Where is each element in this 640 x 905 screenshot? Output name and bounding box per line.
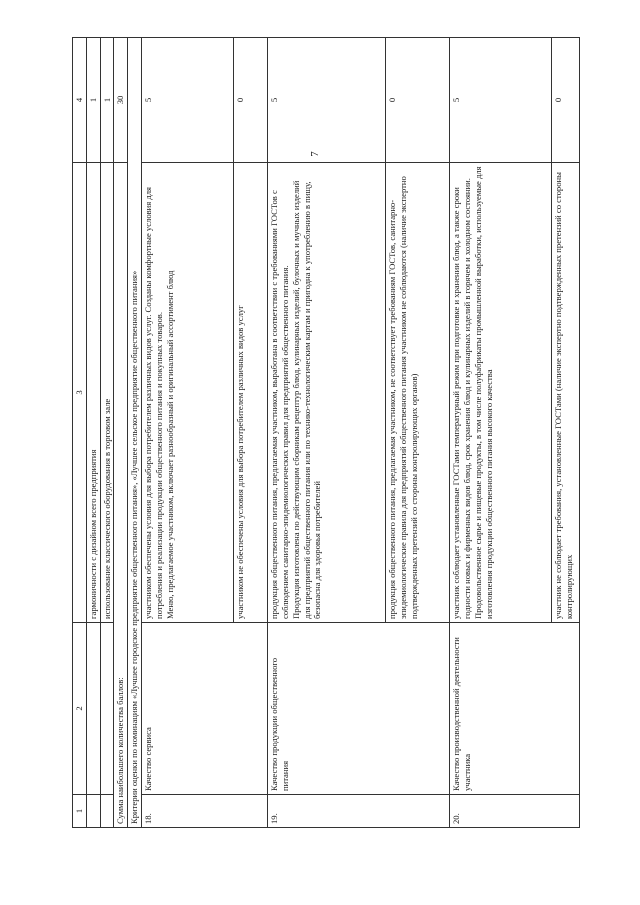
criterion-row <box>268 38 386 828</box>
option-paragraph: участник не соблюдает требования, установленные ГОСТами (наличие экспертно подтвержденных претензий со стороны контролирующих <box>553 172 574 619</box>
option-paragraph: участник соблюдает установленные ГОСТами температурный режим при подготовке и хранении блюд, а также сроки годности новых и фирменных видов блюд, срок хранения блюд и кулинарных изделий в горячем и холодном состоянии. <box>451 178 472 619</box>
option-score: 5 <box>268 38 386 163</box>
criterion-number: 20. <box>450 795 580 828</box>
design-criterion-text: гармоничности с дизайном всего предприятия <box>86 163 100 623</box>
criterion-name: Качество производственной деятельности участника <box>450 623 580 795</box>
criteria-title-row <box>128 38 142 828</box>
option-paragraph: участником не обеспечены условия для выбора потребителем различных видов услуг <box>235 305 246 619</box>
header-cell-3: 3 <box>73 163 87 623</box>
criterion-option <box>234 163 268 623</box>
sum-score: 30 <box>114 38 128 163</box>
option-paragraph: продукция общественного питания, предлагаемая участником, не соответствует требованиям ГОСТов, санитарно-эпидемиологические правила для предприятий общественного питания участником не соблюдаются (наличие экспертно подтвержденных претензий со стороны контролирующих органов) <box>387 176 419 619</box>
option-paragraph: участником обеспечены условия для выбора потребителем различных видов услуг. Созданы комфортные условия для потребления и реализации продукции общественного питания и покупных товаров. <box>143 187 164 619</box>
criteria-title: Критерии оценки по номинациям «Лучшее городское предприятие общественного питания», «Лучшее сельское предприятие общественного питания» <box>128 38 142 828</box>
option-paragraph: Продукция изготовлена по действующим сборникам рецептур блюд, кулинарных изделий, булочных и мучных изделий для предприятий общественного питания или по технико-технологическим картам и пригодна к употреблению в пищу, безопасна для здоровья потребителей <box>290 180 323 619</box>
criterion-option <box>552 163 580 623</box>
sum-row <box>114 38 128 828</box>
criterion-row <box>142 38 234 828</box>
criterion-name: Качество продукции общественного питания <box>268 623 450 795</box>
design-row <box>86 38 100 828</box>
design-score: 1 <box>100 38 114 163</box>
header-cell-2: 2 <box>73 623 87 795</box>
option-score: 0 <box>552 38 580 163</box>
option-score: 5 <box>142 38 234 163</box>
design-score: 1 <box>86 38 100 163</box>
criterion-name: Качество сервиса <box>142 623 268 795</box>
header-row <box>73 38 87 828</box>
criterion-option <box>450 163 552 623</box>
criterion-row <box>450 38 552 828</box>
option-paragraph: продукция общественного питания, предлагаемая участником, выработана в соответствии с требованиями ГОСТов с соблюдением санитарно-эпидемиологических правил для предприятий общественного питания. <box>269 190 290 619</box>
rotated-table-container <box>72 38 580 828</box>
option-score: 0 <box>234 38 268 163</box>
option-score: 5 <box>450 38 552 163</box>
header-cell-4: 4 <box>73 38 87 163</box>
criteria-table <box>72 37 580 828</box>
design-criterion-text: использование классического оборудования в торговом зале <box>100 163 114 623</box>
option-paragraph: Продовольственное сырье и пищевые продукты, в том числе полуфабрикаты промышленной выработки, используемые для изготовления продукции общественного питания высокого качества <box>472 166 494 619</box>
criterion-number: 19. <box>268 795 450 828</box>
sum-label: Сумма наибольшего количества баллов: <box>114 163 128 828</box>
criterion-option <box>142 163 234 623</box>
page-number: 7 <box>308 151 321 157</box>
header-cell-1: 1 <box>73 795 87 828</box>
option-score: 0 <box>386 38 450 163</box>
design-row <box>100 38 114 828</box>
criterion-number: 18. <box>142 795 268 828</box>
criterion-option <box>386 163 450 623</box>
option-paragraph: Меню, предлагаемое участником, включает разнообразный и оригинальный ассортимент блюд <box>164 270 175 619</box>
criterion-option <box>268 163 386 623</box>
